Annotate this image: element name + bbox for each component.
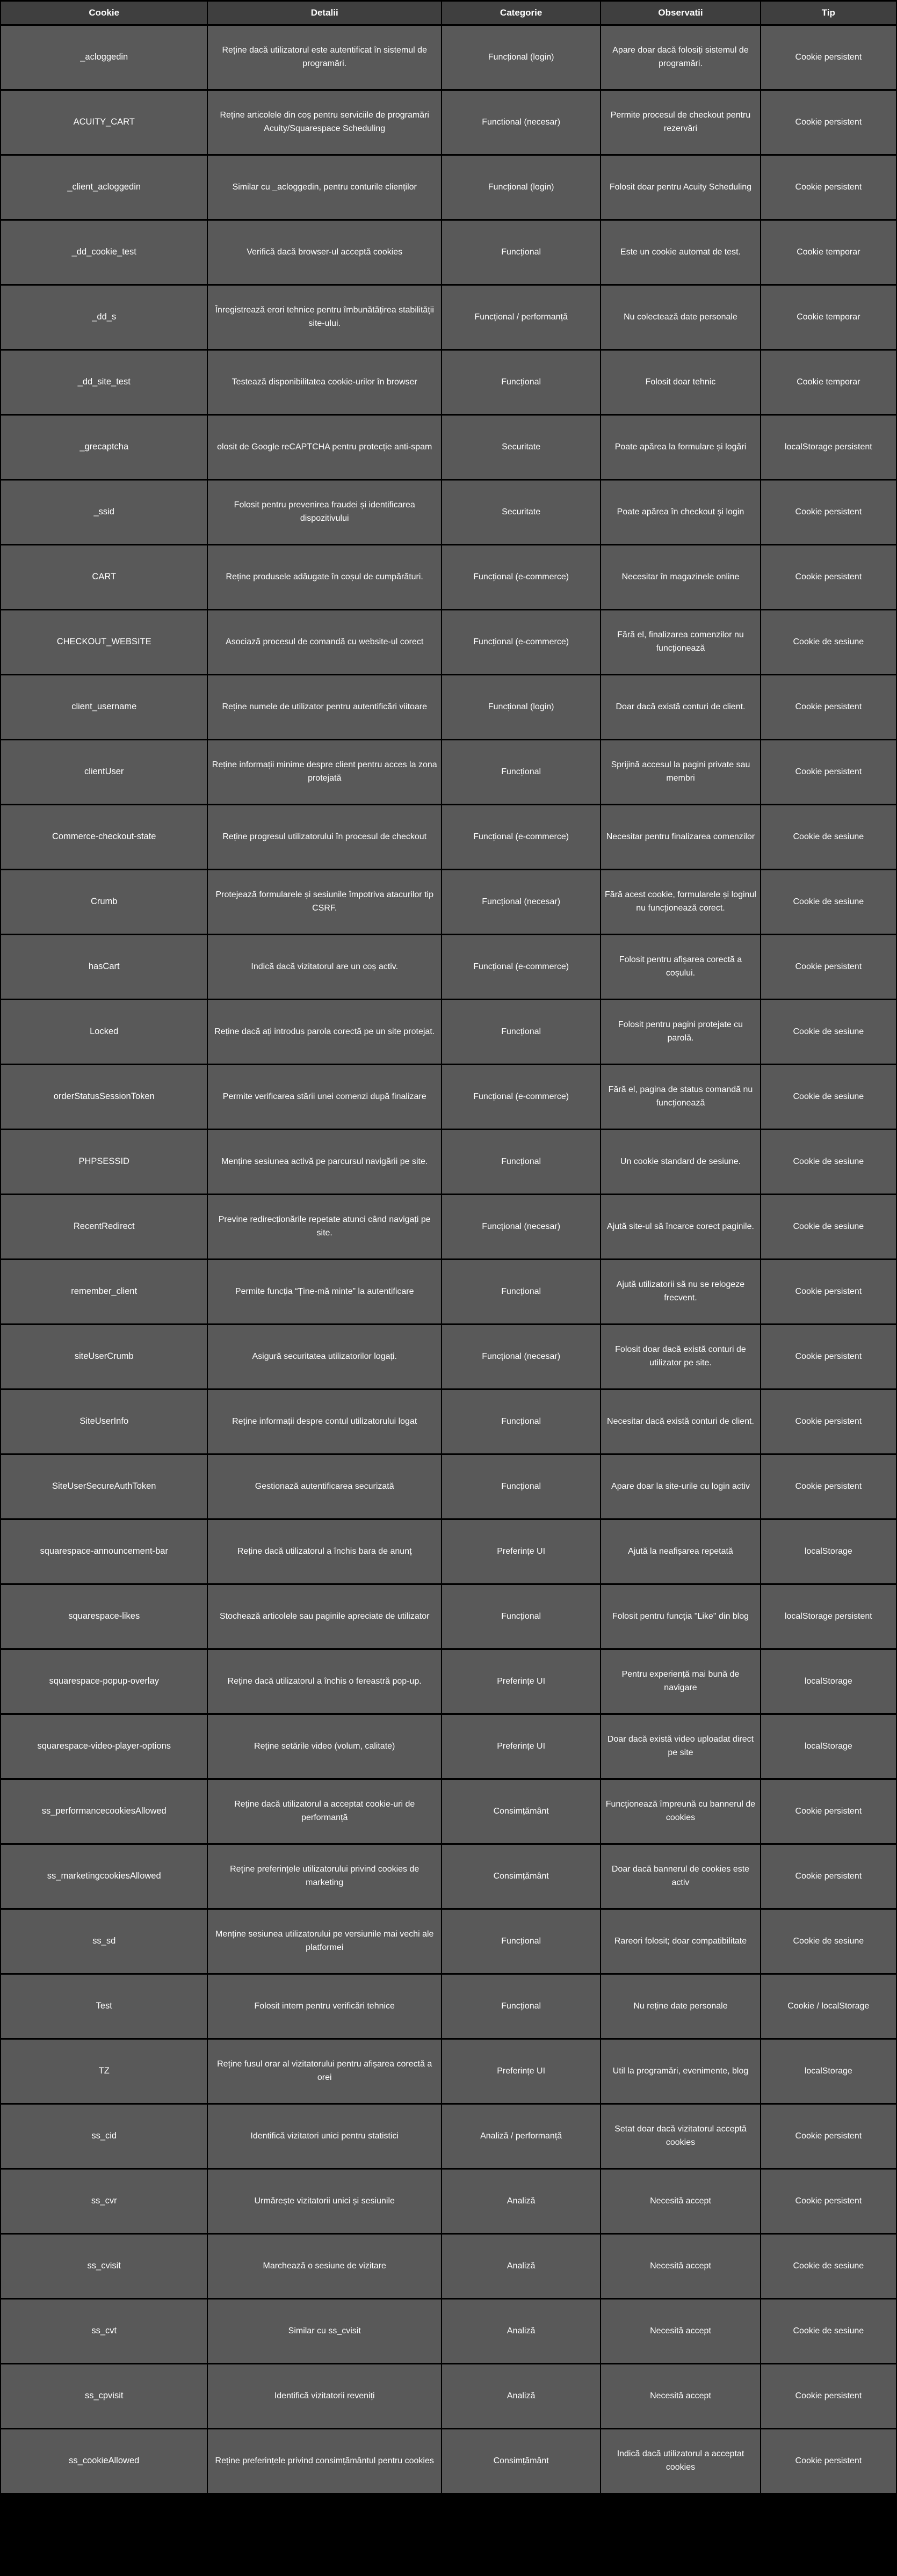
type-cell: Cookie persistent (761, 2105, 896, 2168)
table-row (1, 91, 896, 154)
cookie-name-cell: _dd_cookie_test (1, 221, 207, 284)
table-row (1, 2105, 896, 2168)
type-cell: Cookie persistent (761, 1325, 896, 1388)
details-cell: Identifică vizitatorii reveniți (208, 2364, 441, 2428)
table-row (1, 481, 896, 544)
category-cell: Consimțământ (442, 1780, 600, 1843)
notes-cell: Este un cookie automat de test. (601, 221, 759, 284)
notes-cell: Nu colectează date personale (601, 286, 759, 349)
category-cell: Funcțional (necesar) (442, 870, 600, 934)
type-cell: Cookie persistent (761, 740, 896, 804)
type-cell: Cookie persistent (761, 2429, 896, 2493)
table-row (1, 1780, 896, 1843)
table-row (1, 1845, 896, 1908)
category-cell: Funcțional (442, 1585, 600, 1648)
details-cell: Indică dacă vizitatorul are un coș activ. (208, 935, 441, 999)
details-cell: Stochează articolele sau paginile apreciate de utilizator (208, 1585, 441, 1648)
table-row (1, 1065, 896, 1129)
notes-cell: Folosit pentru funcția "Like" din blog (601, 1585, 759, 1648)
type-cell: Cookie de sesiune (761, 1065, 896, 1129)
notes-cell: Setat doar dacă vizitatorul acceptă cookies (601, 2105, 759, 2168)
notes-cell: Ajută site-ul să încarce corect paginile. (601, 1195, 759, 1258)
type-cell: localStorage persistent (761, 416, 896, 479)
category-cell: Funcțional (e-commerce) (442, 610, 600, 674)
category-cell: Analiză (442, 2170, 600, 2233)
details-cell: Reține dacă ați introdus parola corectă pe un site protejat. (208, 1000, 441, 1064)
cookie-name-cell: squarespace-popup-overlay (1, 1650, 207, 1713)
cookie-name-cell: clientUser (1, 740, 207, 804)
table-row (1, 935, 896, 999)
table-row (1, 2170, 896, 2233)
details-cell: Protejează formularele și sesiunile împotriva atacurilor tip CSRF. (208, 870, 441, 934)
category-cell: Funcțional / performanță (442, 286, 600, 349)
type-cell: Cookie de sesiune (761, 2300, 896, 2363)
notes-cell: Folosit pentru pagini protejate cu parolă. (601, 1000, 759, 1064)
type-cell: localStorage (761, 1520, 896, 1583)
cookie-name-cell: Test (1, 1975, 207, 2038)
table-body (1, 26, 896, 2493)
type-cell: Cookie persistent (761, 1260, 896, 1323)
cookie-name-cell: ss_sd (1, 1910, 207, 1973)
details-cell: Reține setările video (volum, calitate) (208, 1715, 441, 1778)
category-cell: Securitate (442, 416, 600, 479)
table-row (1, 1715, 896, 1778)
type-cell: localStorage (761, 1715, 896, 1778)
type-cell: Cookie temporar (761, 351, 896, 414)
details-cell: Verifică dacă browser-ul acceptă cookies (208, 221, 441, 284)
cookie-name-cell: CHECKOUT_WEBSITE (1, 610, 207, 674)
details-cell: Folosit pentru prevenirea fraudei și identificarea dispozitivului (208, 481, 441, 544)
notes-cell: Rareori folosit; doar compatibilitate (601, 1910, 759, 1973)
notes-cell: Folosit doar pentru Acuity Scheduling (601, 156, 759, 219)
details-cell: Marchează o sesiune de vizitare (208, 2235, 441, 2298)
details-cell: Identifică vizitatori unici pentru statistici (208, 2105, 441, 2168)
notes-cell: Apare doar la site-urile cu login activ (601, 1455, 759, 1518)
type-cell: Cookie de sesiune (761, 805, 896, 869)
notes-cell: Poate apărea la formulare și logări (601, 416, 759, 479)
cookie-name-cell: Crumb (1, 870, 207, 934)
notes-cell: Necesitar pentru finalizarea comenzilor (601, 805, 759, 869)
details-cell: olosit de Google reCAPTCHA pentru protecție anti-spam (208, 416, 441, 479)
type-cell: localStorage (761, 1650, 896, 1713)
column-header-category: Categorie (442, 2, 600, 24)
details-cell: Reține preferințele privind consimțământul pentru cookies (208, 2429, 441, 2493)
category-cell: Funcțional (442, 1390, 600, 1453)
cookie-name-cell: _client_acloggedin (1, 156, 207, 219)
table-row (1, 2235, 896, 2298)
cookie-name-cell: squarespace-likes (1, 1585, 207, 1648)
notes-cell: Sprijină accesul la pagini private sau membri (601, 740, 759, 804)
category-cell: Funcțional (442, 351, 600, 414)
cookie-name-cell: ss_cid (1, 2105, 207, 2168)
cookie-name-cell: RecentRedirect (1, 1195, 207, 1258)
notes-cell: Folosit pentru afișarea corectă a coșului. (601, 935, 759, 999)
details-cell: Reține dacă utilizatorul a închis bara de anunț (208, 1520, 441, 1583)
type-cell: Cookie de sesiune (761, 1000, 896, 1064)
type-cell: Cookie persistent (761, 156, 896, 219)
table-row (1, 1000, 896, 1064)
table-row (1, 870, 896, 934)
column-header-type: Tip (761, 2, 896, 24)
category-cell: Funcțional (442, 740, 600, 804)
details-cell: Urmărește vizitatorii unici și sesiunile (208, 2170, 441, 2233)
category-cell: Funcțional (necesar) (442, 1325, 600, 1388)
notes-cell: Funcționează împreună cu bannerul de cookies (601, 1780, 759, 1843)
table-row (1, 1650, 896, 1713)
notes-cell: Nu reține date personale (601, 1975, 759, 2038)
category-cell: Funcțional (login) (442, 675, 600, 739)
type-cell: Cookie de sesiune (761, 610, 896, 674)
notes-cell: Necesitar în magazinele online (601, 545, 759, 609)
category-cell: Funcțional (442, 221, 600, 284)
cookie-name-cell: ss_marketingcookiesAllowed (1, 1845, 207, 1908)
notes-cell: Ajută la neafișarea repetată (601, 1520, 759, 1583)
notes-cell: Necesită accept (601, 2300, 759, 2363)
table-row (1, 156, 896, 219)
table-row (1, 351, 896, 414)
cookie-name-cell: _dd_site_test (1, 351, 207, 414)
details-cell: Testează disponibilitatea cookie-urilor în browser (208, 351, 441, 414)
details-cell: Previne redirecționările repetate atunci când navigați pe site. (208, 1195, 441, 1258)
category-cell: Funcțional (login) (442, 26, 600, 89)
table-row (1, 1260, 896, 1323)
type-cell: Cookie persistent (761, 1780, 896, 1843)
category-cell: Funcțional (e-commerce) (442, 1065, 600, 1129)
details-cell: Reține informații despre contul utilizatorului logat (208, 1390, 441, 1453)
notes-cell: Fără acest cookie, formularele și loginul nu funcționează corect. (601, 870, 759, 934)
table-row (1, 610, 896, 674)
details-cell: Reține preferințele utilizatorului privind cookies de marketing (208, 1845, 441, 1908)
notes-cell: Un cookie standard de sesiune. (601, 1130, 759, 1194)
cookie-name-cell: Locked (1, 1000, 207, 1064)
notes-cell: Fără el, pagina de status comandă nu funcționează (601, 1065, 759, 1129)
table-row (1, 805, 896, 869)
cookie-name-cell: ss_cookieAllowed (1, 2429, 207, 2493)
category-cell: Funcțional (e-commerce) (442, 935, 600, 999)
table-row (1, 1325, 896, 1388)
category-cell: Preferințe UI (442, 1650, 600, 1713)
category-cell: Funcțional (442, 1130, 600, 1194)
cookie-name-cell: siteUserCrumb (1, 1325, 207, 1388)
details-cell: Reține dacă utilizatorul a închis o fereastră pop-up. (208, 1650, 441, 1713)
category-cell: Funcțional (442, 1975, 600, 2038)
notes-cell: Pentru experiență mai bună de navigare (601, 1650, 759, 1713)
cookie-name-cell: _ssid (1, 481, 207, 544)
table-row (1, 740, 896, 804)
details-cell: Reține articolele din coș pentru serviciile de programări Acuity/Squarespace Scheduling (208, 91, 441, 154)
table-row (1, 1130, 896, 1194)
cookie-name-cell: Commerce-checkout-state (1, 805, 207, 869)
details-cell: Reține fusul orar al vizitatorului pentru afișarea corectă a orei (208, 2040, 441, 2103)
details-cell: Înregistrează erori tehnice pentru îmbunătățirea stabilității site-ului. (208, 286, 441, 349)
category-cell: Funcțional (necesar) (442, 1195, 600, 1258)
column-header-cookie: Cookie (1, 2, 207, 24)
category-cell: Analiză (442, 2300, 600, 2363)
notes-cell: Necesită accept (601, 2235, 759, 2298)
table-row (1, 1520, 896, 1583)
type-cell: localStorage persistent (761, 1585, 896, 1648)
header-row (1, 2, 896, 24)
table-header (1, 2, 896, 24)
table-row (1, 26, 896, 89)
table-row (1, 545, 896, 609)
cookie-name-cell: remember_client (1, 1260, 207, 1323)
category-cell: Securitate (442, 481, 600, 544)
cookie-name-cell: ss_cvt (1, 2300, 207, 2363)
details-cell: Reține informații minime despre client pentru acces la zona protejată (208, 740, 441, 804)
table-row (1, 1390, 896, 1453)
cookie-name-cell: ss_cvr (1, 2170, 207, 2233)
details-cell: Asigură securitatea utilizatorilor logați. (208, 1325, 441, 1388)
type-cell: Cookie / localStorage (761, 1975, 896, 2038)
category-cell: Analiză / performanță (442, 2105, 600, 2168)
cookie-name-cell: ss_performancecookiesAllowed (1, 1780, 207, 1843)
details-cell: Menține sesiunea utilizatorului pe versiunile mai vechi ale platformei (208, 1910, 441, 1973)
cookie-name-cell: _acloggedin (1, 26, 207, 89)
cookie-name-cell: _dd_s (1, 286, 207, 349)
cookie-name-cell: orderStatusSessionToken (1, 1065, 207, 1129)
details-cell: Asociază procesul de comandă cu website-ul corect (208, 610, 441, 674)
table-row (1, 2300, 896, 2363)
type-cell: Cookie persistent (761, 1455, 896, 1518)
table-row (1, 1195, 896, 1258)
notes-cell: Necesitar dacă există conturi de client. (601, 1390, 759, 1453)
category-cell: Consimțământ (442, 1845, 600, 1908)
table-row (1, 1975, 896, 2038)
category-cell: Preferințe UI (442, 2040, 600, 2103)
category-cell: Analiză (442, 2364, 600, 2428)
notes-cell: Poate apărea în checkout și login (601, 481, 759, 544)
notes-cell: Permite procesul de checkout pentru rezervări (601, 91, 759, 154)
details-cell: Similar cu _acloggedin, pentru conturile clienților (208, 156, 441, 219)
details-cell: Gestionază autentificarea securizată (208, 1455, 441, 1518)
cookie-name-cell: squarespace-announcement-bar (1, 1520, 207, 1583)
details-cell: Reține progresul utilizatorului în procesul de checkout (208, 805, 441, 869)
details-cell: Menține sesiunea activă pe parcursul navigării pe site. (208, 1130, 441, 1194)
cookie-name-cell: _grecaptcha (1, 416, 207, 479)
type-cell: Cookie persistent (761, 2170, 896, 2233)
type-cell: Cookie persistent (761, 675, 896, 739)
type-cell: Cookie persistent (761, 1390, 896, 1453)
table-row (1, 1910, 896, 1973)
type-cell: Cookie persistent (761, 935, 896, 999)
category-cell: Preferințe UI (442, 1520, 600, 1583)
table-row (1, 1585, 896, 1648)
type-cell: Cookie persistent (761, 545, 896, 609)
details-cell: Permite funcția “Ține-mă minte” la autentificare (208, 1260, 441, 1323)
column-header-details: Detalii (208, 2, 441, 24)
table-row (1, 2040, 896, 2103)
cookie-name-cell: client_username (1, 675, 207, 739)
category-cell: Funcțional (442, 1910, 600, 1973)
cookie-name-cell: ss_cpvisit (1, 2364, 207, 2428)
cookie-name-cell: TZ (1, 2040, 207, 2103)
notes-cell: Folosit doar dacă există conturi de utilizator pe site. (601, 1325, 759, 1388)
notes-cell: Indică dacă utilizatorul a acceptat cookies (601, 2429, 759, 2493)
notes-cell: Util la programări, evenimente, blog (601, 2040, 759, 2103)
category-cell: Functional (necesar) (442, 91, 600, 154)
cookie-name-cell: SiteUserSecureAuthToken (1, 1455, 207, 1518)
type-cell: Cookie de sesiune (761, 1195, 896, 1258)
notes-cell: Necesită accept (601, 2170, 759, 2233)
cookie-name-cell: hasCart (1, 935, 207, 999)
category-cell: Preferințe UI (442, 1715, 600, 1778)
cookie-name-cell: PHPSESSID (1, 1130, 207, 1194)
type-cell: Cookie persistent (761, 26, 896, 89)
type-cell: Cookie persistent (761, 481, 896, 544)
category-cell: Funcțional (442, 1455, 600, 1518)
type-cell: Cookie de sesiune (761, 1130, 896, 1194)
notes-cell: Fără el, finalizarea comenzilor nu funcționează (601, 610, 759, 674)
column-header-notes: Observatii (601, 2, 759, 24)
notes-cell: Apare doar dacă folosiți sistemul de programări. (601, 26, 759, 89)
type-cell: Cookie de sesiune (761, 2235, 896, 2298)
cookie-name-cell: CART (1, 545, 207, 609)
category-cell: Consimțământ (442, 2429, 600, 2493)
type-cell: Cookie de sesiune (761, 1910, 896, 1973)
category-cell: Funcțional (442, 1000, 600, 1064)
notes-cell: Doar dacă bannerul de cookies este activ (601, 1845, 759, 1908)
category-cell: Funcțional (login) (442, 156, 600, 219)
cookie-name-cell: ACUITY_CART (1, 91, 207, 154)
table-row (1, 2364, 896, 2428)
details-cell: Reține numele de utilizator pentru autentificări viitoare (208, 675, 441, 739)
details-cell: Reține dacă utilizatorul a acceptat cookie-uri de performanță (208, 1780, 441, 1843)
details-cell: Reține dacă utilizatorul este autentificat în sistemul de programări. (208, 26, 441, 89)
table-row (1, 286, 896, 349)
table-row (1, 416, 896, 479)
table-row (1, 675, 896, 739)
type-cell: Cookie persistent (761, 91, 896, 154)
table-row (1, 221, 896, 284)
notes-cell: Doar dacă există video uploadat direct pe site (601, 1715, 759, 1778)
table-row (1, 1455, 896, 1518)
notes-cell: Ajută utilizatorii să nu se relogeze frecvent. (601, 1260, 759, 1323)
details-cell: Permite verificarea stării unei comenzi după finalizare (208, 1065, 441, 1129)
type-cell: Cookie persistent (761, 2364, 896, 2428)
cookie-name-cell: ss_cvisit (1, 2235, 207, 2298)
details-cell: Similar cu ss_cvisit (208, 2300, 441, 2363)
notes-cell: Necesită accept (601, 2364, 759, 2428)
category-cell: Funcțional (442, 1260, 600, 1323)
notes-cell: Folosit doar tehnic (601, 351, 759, 414)
notes-cell: Doar dacă există conturi de client. (601, 675, 759, 739)
cookie-name-cell: SiteUserInfo (1, 1390, 207, 1453)
category-cell: Funcțional (e-commerce) (442, 805, 600, 869)
type-cell: Cookie persistent (761, 1845, 896, 1908)
category-cell: Analiză (442, 2235, 600, 2298)
cookie-name-cell: squarespace-video-player-options (1, 1715, 207, 1778)
category-cell: Funcțional (e-commerce) (442, 545, 600, 609)
type-cell: localStorage (761, 2040, 896, 2103)
type-cell: Cookie temporar (761, 286, 896, 349)
details-cell: Folosit intern pentru verificări tehnice (208, 1975, 441, 2038)
type-cell: Cookie de sesiune (761, 870, 896, 934)
table-row (1, 2429, 896, 2493)
type-cell: Cookie temporar (761, 221, 896, 284)
details-cell: Reține produsele adăugate în coșul de cumpărături. (208, 545, 441, 609)
